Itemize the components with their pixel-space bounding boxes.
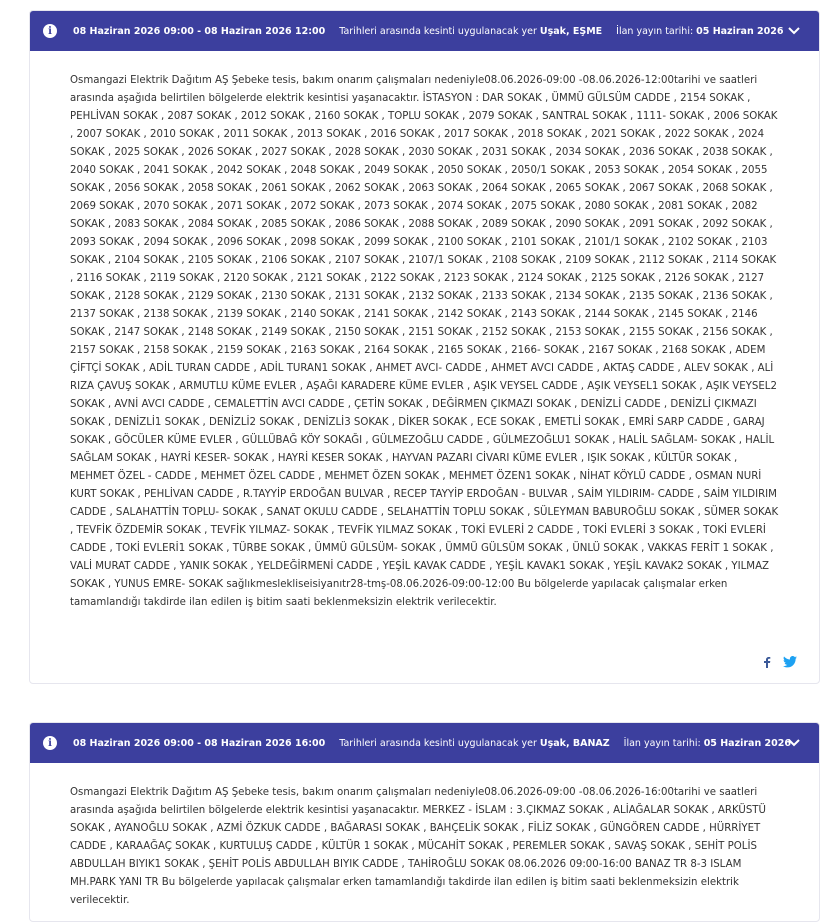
twitter-icon[interactable] [783, 656, 797, 668]
date-range: 08 Haziran 2026 09:00 - 08 Haziran 2026 12:00 [73, 25, 326, 37]
card-header[interactable] [30, 723, 819, 763]
location: Uşak, EŞME [539, 25, 603, 37]
chevron-down-icon[interactable] [787, 23, 801, 37]
location-label: Tarihleri arasında kesinti uygulanacak yer [339, 25, 537, 37]
outage-card [29, 10, 820, 684]
location-label: Tarihleri arasında kesinti uygulanacak yer [339, 737, 537, 749]
card-header[interactable] [30, 11, 819, 51]
outage-card [29, 722, 820, 922]
publish-label: İlan yayın tarihi: [623, 737, 701, 749]
info-icon: i [43, 24, 57, 38]
location: Uşak, BANAZ [539, 737, 610, 749]
publish-date: 05 Haziran 2026 [703, 737, 791, 749]
info-icon: i [43, 736, 57, 750]
date-range: 08 Haziran 2026 09:00 - 08 Haziran 2026 16:00 [73, 737, 326, 749]
publish-date: 05 Haziran 2026 [696, 25, 784, 37]
chevron-down-icon[interactable] [787, 735, 801, 749]
publish-label: İlan yayın tarihi: [616, 25, 694, 37]
outage-description: Osmangazi Elektrik Dağıtım AŞ Şebeke tesis, bakım onarım çalışmaları nedeniyle08.06.2026-09:00 -08.06.2026-16:00tarihi ve saatleri arasında aşağıda belirtilen bölgelerde elektrik kesintisi yaşanacaktır. MERKEZ - İSLAM : 3.ÇIKMAZ SOKAK , ALİAĞALAR SOKAK , ARKÜSTÜ SOKAK , AYANOĞLU SOKAK , AZMİ ÖZKUK CADDE , BAĞARASI SOKAK , BAHÇELİK SOKAK , FİLİZ SOKAK , GÜNGÖREN CADDE , HÜRRİYET CADDE , KARAAĞAÇ SOKAK , KURTULUŞ CADDE , KÜLTÜR 1 SOKAK , MÜCAHİT SOKAK , PEREMLER SOKAK , SAVAŞ SOKAK , SEHİT POLİS ABDULLAH BIYIK1 SOKAK , ŞEHİT POLİS ABDULLAH BIYIK CADDE , TAHİROĞLU SOKAK 08.06.2026 09:00-16:00 BANAZ TR 8-3 ISLAM MH.PARK YANI TR Bu bölgelerde yapılacak çalışmalar erken tamamlandığı takdirde ilan edilen iş bitim saati beklenmeksizin elektrik verilecektir. [70, 787, 766, 906]
outage-description: Osmangazi Elektrik Dağıtım AŞ Şebeke tesis, bakım onarım çalışmaları nedeniyle08.06.2026-09:00 -08.06.2026-12:00tarihi ve saatleri arasında aşağıda belirtilen bölgelerde elektrik kesintisi yaşanacaktır. İSTASYON : DAR SOKAK , ÜMMÜ GÜLSÜM CADDE , 2154 SOKAK , PEHLİVAN SOKAK , 2087 SOKAK , 2012 SOKAK , 2160 SOKAK , TOPLU SOKAK , 2079 SOKAK , SANTRAL SOKAK , 1111- SOKAK , 2006 SOKAK , 2007 SOKAK , 2010 SOKAK , 2011 SOKAK , 2013 SOKAK , 2016 SOKAK , 2017 SOKAK , 2018 SOKAK , 2021 SOKAK , 2022 SOKAK , 2024 SOKAK , 2025 SOKAK , 2026 SOKAK , 2027 SOKAK , 2028 SOKAK , 2030 SOKAK , 2031 SOKAK , 2034 SOKAK , 2036 SOKAK , 2038 SOKAK , 2040 SOKAK , 2041 SOKAK , 2042 SOKAK , 2048 SOKAK , 2049 SOKAK , 2050 SOKAK , 2050/1 SOKAK , 2053 SOKAK , 2054 SOKAK , 2055 SOKAK , 2056 SOKAK , 2058 SOKAK , 2061 SOKAK , 2062 SOKAK , 2063 SOKAK , 2064 SOKAK , 2065 SOKAK , 2067 SOKAK , 2068 SOKAK , 2069 SOKAK , 2070 SOKAK , 2071 SOKAK , 2072 SOKAK , 2073 SOKAK , 2074 SOKAK , 2075 SOKAK , 2080 SOKAK , 2081 SOKAK , 2082 SOKAK , 2083 SOKAK , 2084 SOKAK , 2085 SOKAK , 2086 SOKAK , 2088 SOKAK , 2089 SOKAK , 2090 SOKAK , 2091 SOKAK , 2092 SOKAK , 2093 SOKAK , 2094 SOKAK , 2096 SOKAK , 2098 SOKAK , 2099 SOKAK , 2100 SOKAK , 2101 SOKAK , 2101/1 SOKAK , 2102 SOKAK , 2103 SOKAK , 2104 SOKAK , 2105 SOKAK , 2106 SOKAK , 2107 SOKAK , 2107/1 SOKAK , 2108 SOKAK , 2109 SOKAK , 2112 SOKAK , 2114 SOKAK , 2116 SOKAK , 2119 SOKAK , 2120 SOKAK , 2121 SOKAK , 2122 SOKAK , 2123 SOKAK , 2124 SOKAK , 2125 SOKAK , 2126 SOKAK , 2127 SOKAK , 2128 SOKAK , 2129 SOKAK , 2130 SOKAK , 2131 SOKAK , 2132 SOKAK , 2133 SOKAK , 2134 SOKAK , 2135 SOKAK , 2136 SOKAK , 2137 SOKAK , 2138 SOKAK , 2139 SOKAK , 2140 SOKAK , 2141 SOKAK , 2142 SOKAK , 2143 SOKAK , 2144 SOKAK , 2145 SOKAK , 2146 SOKAK , 2147 SOKAK , 2148 SOKAK , 2149 SOKAK , 2150 SOKAK , 2151 SOKAK , 2152 SOKAK , 2153 SOKAK , 2155 SOKAK , 2156 SOKAK , 2157 SOKAK , 2158 SOKAK , 2159 SOKAK , 2163 SOKAK , 2164 SOKAK , 2165 SOKAK , 2166- SOKAK , 2167 SOKAK , 2168 SOKAK , ADEM ÇİFTÇİ SOKAK , ADİL TURAN CADDE , ADİL TURAN1 SOKAK , AHMET AVCI- CADDE , AHMET AVCI CADDE , AKTAŞ CADDE , ALEV SOKAK , ALİ RIZA ÇAVUŞ SOKAK , ARMUTLU KÜME EVLER , AŞAĞI KARADERE KÜME EVLER , AŞIK VEYSEL CADDE , AŞIK VEYSEL1 SOKAK , AŞIK VEYSEL2 SOKAK , AVNİ AVCI CADDE , CEMALETTİN AVCI CADDE , ÇETİN SOKAK , DEĞİRMEN ÇIKMAZI SOKAK , DENİZLİ CADDE , DENİZLİ ÇIKMAZI SOKAK , DENİZLİ1 SOKAK , DENİZLİ2 SOKAK , DENİZLİ3 SOKAK , DİKER SOKAK , ECE SOKAK , EMETLİ SOKAK , EMRİ SARP CADDE , GARAJ SOKAK , GÖCÜLER KÜME EVLER , GÜLLÜBAĞ KÖY SOKAĞI , GÜLMEZOĞLU CADDE , GÜLMEZOĞLU1 SOKAK , HALİL SAĞLAM- SOKAK , HALİL SAĞLAM SOKAK , HAYRİ KESER- SOKAK , HAYRİ KESER SOKAK , HAYVAN PAZARI CİVARI KÜME EVLER , IŞIK SOKAK , KÜLTÜR SOKAK , MEHMET ÖZEL - CADDE , MEHMET ÖZEL CADDE , MEHMET ÖZEN SOKAK , MEHMET ÖZEN1 SOKAK , NİHAT KÖYLÜ CADDE , OSMAN NURİ KURT SOKAK , PEHLİVAN CADDE , R.TAYYİP ERDOĞAN BULVAR , RECEP TAYYİP ERDOĞAN - BULVAR , SAİM YILDIRIM- CADDE , SAİM YILDIRIM CADDE , SALAHATTİN TOPLU- SOKAK , SANAT OKULU CADDE , SELAHATTİN TOPLU SOKAK , SÜLEYMAN BABUROĞLU SOKAK , SÜMER SOKAK , TEVFİK ÖZDEMİR SOKAK , TEVFİK YILMAZ- SOKAK , TEVFİK YILMAZ SOKAK , TOKİ EVLERİ 2 CADDE , TOKİ EVLERİ 3 SOKAK , TOKİ EVLERİ CADDE , TOKİ EVLERİ1 SOKAK , TÜRBE SOKAK , ÜMMÜ GÜLSÜM- SOKAK , ÜMMÜ GÜLSÜM SOKAK , ÜNLÜ SOKAK , VAKKAS FERİT 1 SOKAK , VALİ MURAT CADDE , YANIK SOKAK , YELDEĞİRMENİ CADDE , YEŞİL KAVAK CADDE , YEŞİL KAVAK1 SOKAK , YEŞİL KAVAK2 SOKAK , YILMAZ SOKAK , YUNUS EMRE- SOKAK sağlıkmeslekliseisiyanıtr28-tmş-08.06.2026-09:00-12:00 Bu bölgelerde yapılacak çalışmalar erken tamamlandığı takdirde ilan edilen iş bitim saati beklenmeksizin elektrik verilecektir. [70, 75, 779, 608]
facebook-icon[interactable] [763, 656, 771, 668]
